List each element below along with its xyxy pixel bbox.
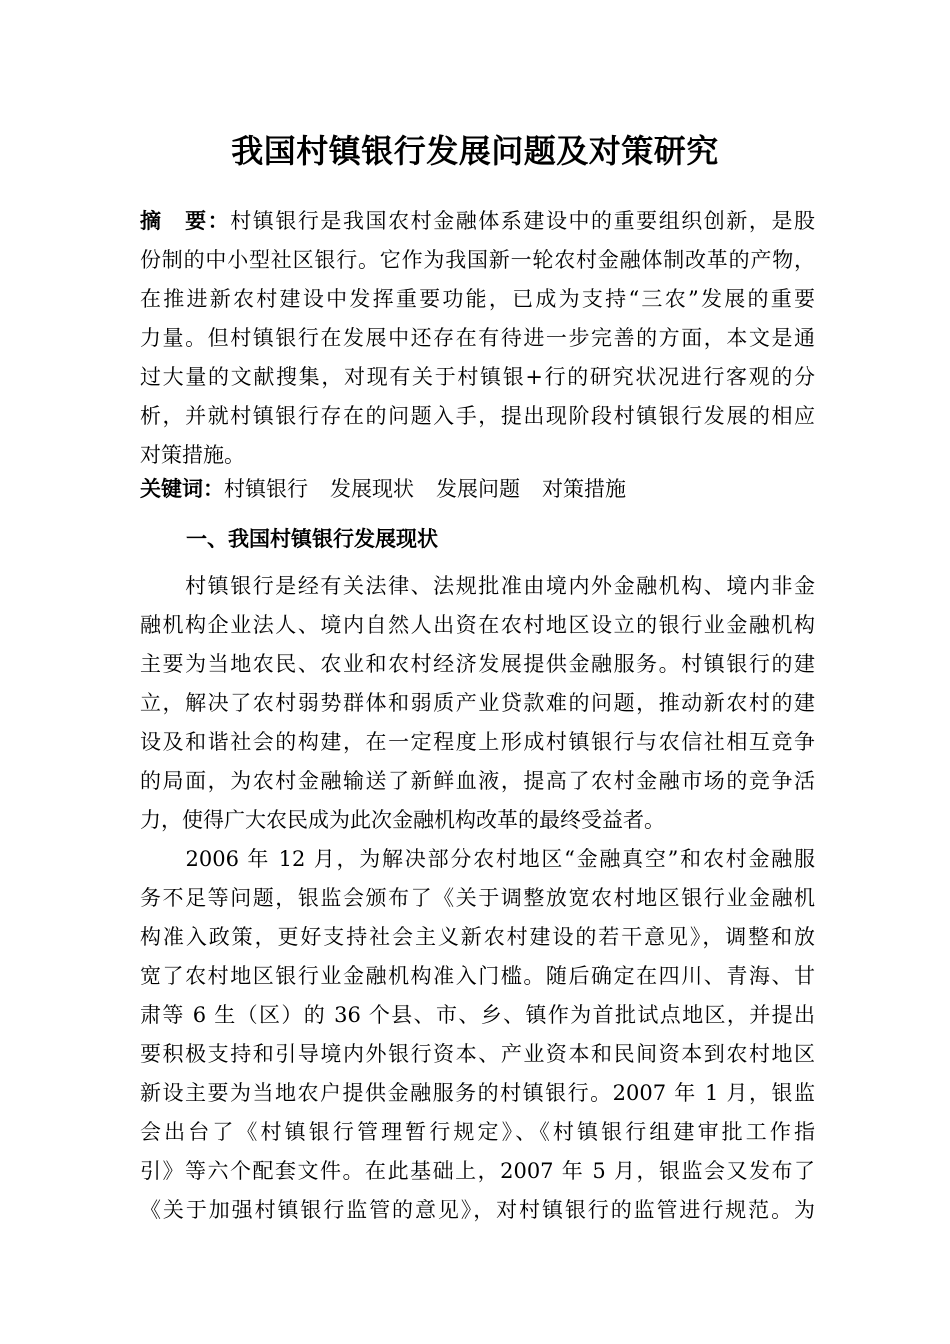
keywords bbox=[140, 470, 815, 509]
body-paragraph bbox=[140, 567, 815, 840]
keyword: 发展现状 bbox=[330, 477, 414, 501]
paragraph-line: 宽了农村地区银行业金融机构准入门槛。随后确定在四川、青海、甘 bbox=[140, 964, 815, 988]
abstract-line: 份制的中小型社区银行。它作为我国新一轮农村金融体制改革的产物， bbox=[140, 248, 815, 272]
abstract-line: 对策措施。 bbox=[140, 443, 245, 467]
paragraph-line: 立，解决了农村弱势群体和弱质产业贷款难的问题，推动新农村的建 bbox=[140, 691, 815, 715]
paragraph-line: 融机构企业法人、境内自然人出资在农村地区设立的银行业金融机构 bbox=[140, 613, 815, 637]
keyword: 发展问题 bbox=[436, 477, 520, 501]
paragraph-line: 主要为当地农民、农业和农村经济发展提供金融服务。村镇银行的建 bbox=[140, 652, 815, 676]
paragraph-line: 肃等 6 生（区）的 36 个县、市、乡、镇作为首批试点地区，并提出 bbox=[140, 1003, 815, 1027]
section-heading: 一、我国村镇银行发展现状 bbox=[186, 527, 438, 551]
paragraph-line: 务不足等问题，银监会颁布了《关于调整放宽农村地区银行业金融机 bbox=[140, 886, 815, 910]
keyword: 对策措施 bbox=[542, 477, 626, 501]
abstract-line: 在推进新农村建设中发挥重要功能，已成为支持“三农”发展的重要 bbox=[140, 287, 815, 311]
paragraph-line: 的局面，为农村金融输送了新鲜血液，提高了农村金融市场的竞争活 bbox=[140, 769, 815, 793]
body-paragraph bbox=[140, 840, 815, 1230]
paragraph-line: 设及和谐社会的构建，在一定程度上形成村镇银行与农信社相互竞争 bbox=[140, 730, 815, 754]
abstract-line: 析，并就村镇银行存在的问题入手，提出现阶段村镇银行发展的相应 bbox=[140, 404, 815, 428]
abstract bbox=[140, 202, 815, 475]
document-title: 我国村镇银行发展问题及对策研究 bbox=[231, 132, 719, 170]
abstract-label: 摘 要： bbox=[140, 209, 231, 233]
paragraph-line: 引》等六个配套文件。在此基础上，2007 年 5 月，银监会又发布了 bbox=[140, 1159, 815, 1183]
paragraph-line: 新设主要为当地农户提供金融服务的村镇银行。2007 年 1 月，银监 bbox=[140, 1081, 815, 1105]
abstract-line: 过大量的文献搜集，对现有关于村镇银+行的研究状况进行客观的分 bbox=[140, 365, 815, 389]
paragraph-line: 2006 年 12 月，为解决部分农村地区“金融真空”和农村金融服 bbox=[140, 847, 815, 871]
paragraph-line: 力，使得广大农民成为此次金融机构改革的最终受益者。 bbox=[140, 808, 665, 832]
paragraph-line: 构准入政策，更好支持社会主义新农村建设的若干意见》，调整和放 bbox=[140, 925, 815, 949]
abstract-line: 力量。但村镇银行在发展中还存在有待进一步完善的方面，本文是通 bbox=[140, 326, 815, 350]
abstract-line: 摘 要：村镇银行是我国农村金融体系建设中的重要组织创新，是股 bbox=[140, 209, 815, 233]
paragraph-line: 《关于加强村镇银行监管的意见》，对村镇银行的监管进行规范。为 bbox=[140, 1198, 815, 1222]
keywords-label: 关键词： bbox=[140, 477, 224, 501]
paragraph-line: 会出台了《村镇银行管理暂行规定》、《村镇银行组建审批工作指 bbox=[140, 1120, 815, 1144]
keywords-line bbox=[140, 470, 815, 509]
paragraph-line: 村镇银行是经有关法律、法规批准由境内外金融机构、境内非金 bbox=[140, 574, 815, 598]
paragraph-line: 要积极支持和引导境内外银行资本、产业资本和民间资本到农村地区 bbox=[140, 1042, 815, 1066]
keyword: 村镇银行 bbox=[224, 477, 308, 501]
